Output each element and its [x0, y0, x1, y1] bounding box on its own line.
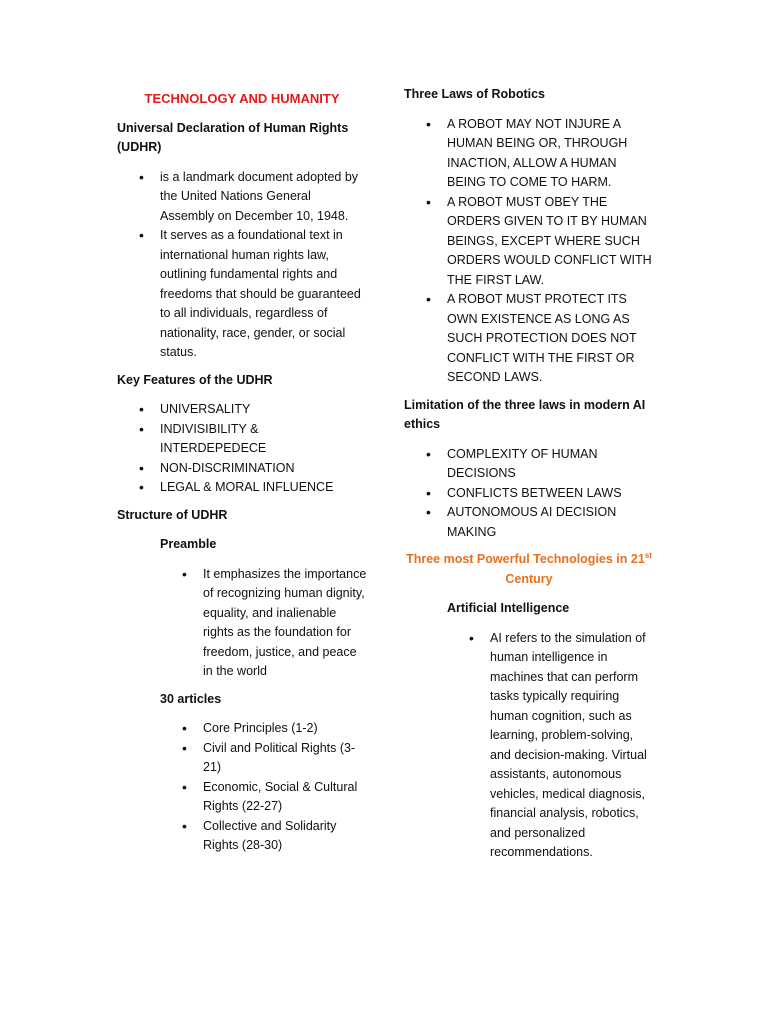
list-item: • Civil and Political Rights (3-21) [117, 739, 367, 778]
list-item: • Collective and Solidarity Rights (28-30) [117, 817, 367, 856]
ai-heading: Artificial Intelligence [447, 601, 570, 615]
limitation-heading: Limitation of the three laws in modern AI ethics [404, 397, 646, 431]
list-item: • It emphasizes the importance of recognizing human dignity, equality, and inalienable rights as the foundation for freedom, justice, and peace in the world [117, 565, 367, 682]
articles-list [117, 719, 367, 856]
list-item: • COMPLEXITY OF HUMAN DECISIONS [404, 445, 654, 484]
technologies-title-main: Three most Powerful Technologies in 21 [406, 552, 645, 566]
preamble-heading: Preamble [160, 537, 217, 551]
technologies-title-end: Century [505, 571, 553, 586]
page-title: TECHNOLOGY AND HUMANITY [144, 91, 340, 106]
list-item: • Economic, Social & Cultural Rights (22-27) [117, 778, 367, 817]
laws-heading: Three Laws of Robotics [404, 87, 545, 101]
list-item: • Core Principles (1-2) [117, 719, 367, 739]
list-item: • CONFLICTS BETWEEN LAWS [404, 484, 654, 504]
technologies-title-sup: st [644, 550, 652, 560]
list-item: • A ROBOT MUST OBEY THE ORDERS GIVEN TO IT BY HUMAN BEINGS, EXCEPT WHERE SUCH ORDERS WOULD CONFLICT WITH THE FIRST LAW. [404, 193, 654, 291]
technologies-title [404, 550, 654, 589]
features-list [117, 400, 367, 498]
list-item: • LEGAL & MORAL INFLUENCE [117, 478, 367, 498]
left-column [117, 85, 367, 864]
list-item: • NON-DISCRIMINATION [117, 459, 367, 479]
laws-list [404, 115, 654, 388]
list-item: • It serves as a foundational text in international human rights law, outlining fundamental rights and freedoms that should be guaranteed to all individuals, regardless of nationality, race, gender, or social status. [117, 226, 367, 363]
list-item: • UNIVERSALITY [117, 400, 367, 420]
structure-heading: Structure of UDHR [117, 507, 228, 522]
articles-heading: 30 articles [160, 691, 222, 706]
list-item: • AI refers to the simulation of human intelligence in machines that can perform tasks typically requiring human cognition, such as learning, problem-solving, and decision-making. Virtual assistants, autonomous vehicles, medical diagnosis, financial analysis, robotics, and personalized recommendations. [404, 629, 654, 863]
right-column [404, 85, 654, 871]
features-heading: Key Features of the UDHR [117, 372, 273, 387]
ai-list [404, 629, 654, 863]
list-item: • AUTONOMOUS AI DECISION MAKING [404, 503, 654, 542]
list-item: • is a landmark document adopted by the United Nations General Assembly on December 10, 1948. [117, 168, 367, 227]
udhr-heading: Universal Declaration of Human Rights (UDHR) [117, 120, 349, 154]
limitations-list [404, 445, 654, 543]
preamble-list [117, 565, 367, 682]
list-item: • A ROBOT MUST PROTECT ITS OWN EXISTENCE AS LONG AS SUCH PROTECTION DOES NOT CONFLICT WITH THE FIRST OR SECOND LAWS. [404, 290, 654, 388]
list-item: • INDIVISIBILITY & INTERDEPEDECE [117, 420, 367, 459]
list-item: • A ROBOT MAY NOT INJURE A HUMAN BEING OR, THROUGH INACTION, ALLOW A HUMAN BEING TO COME TO HARM. [404, 115, 654, 193]
udhr-list [117, 168, 367, 363]
